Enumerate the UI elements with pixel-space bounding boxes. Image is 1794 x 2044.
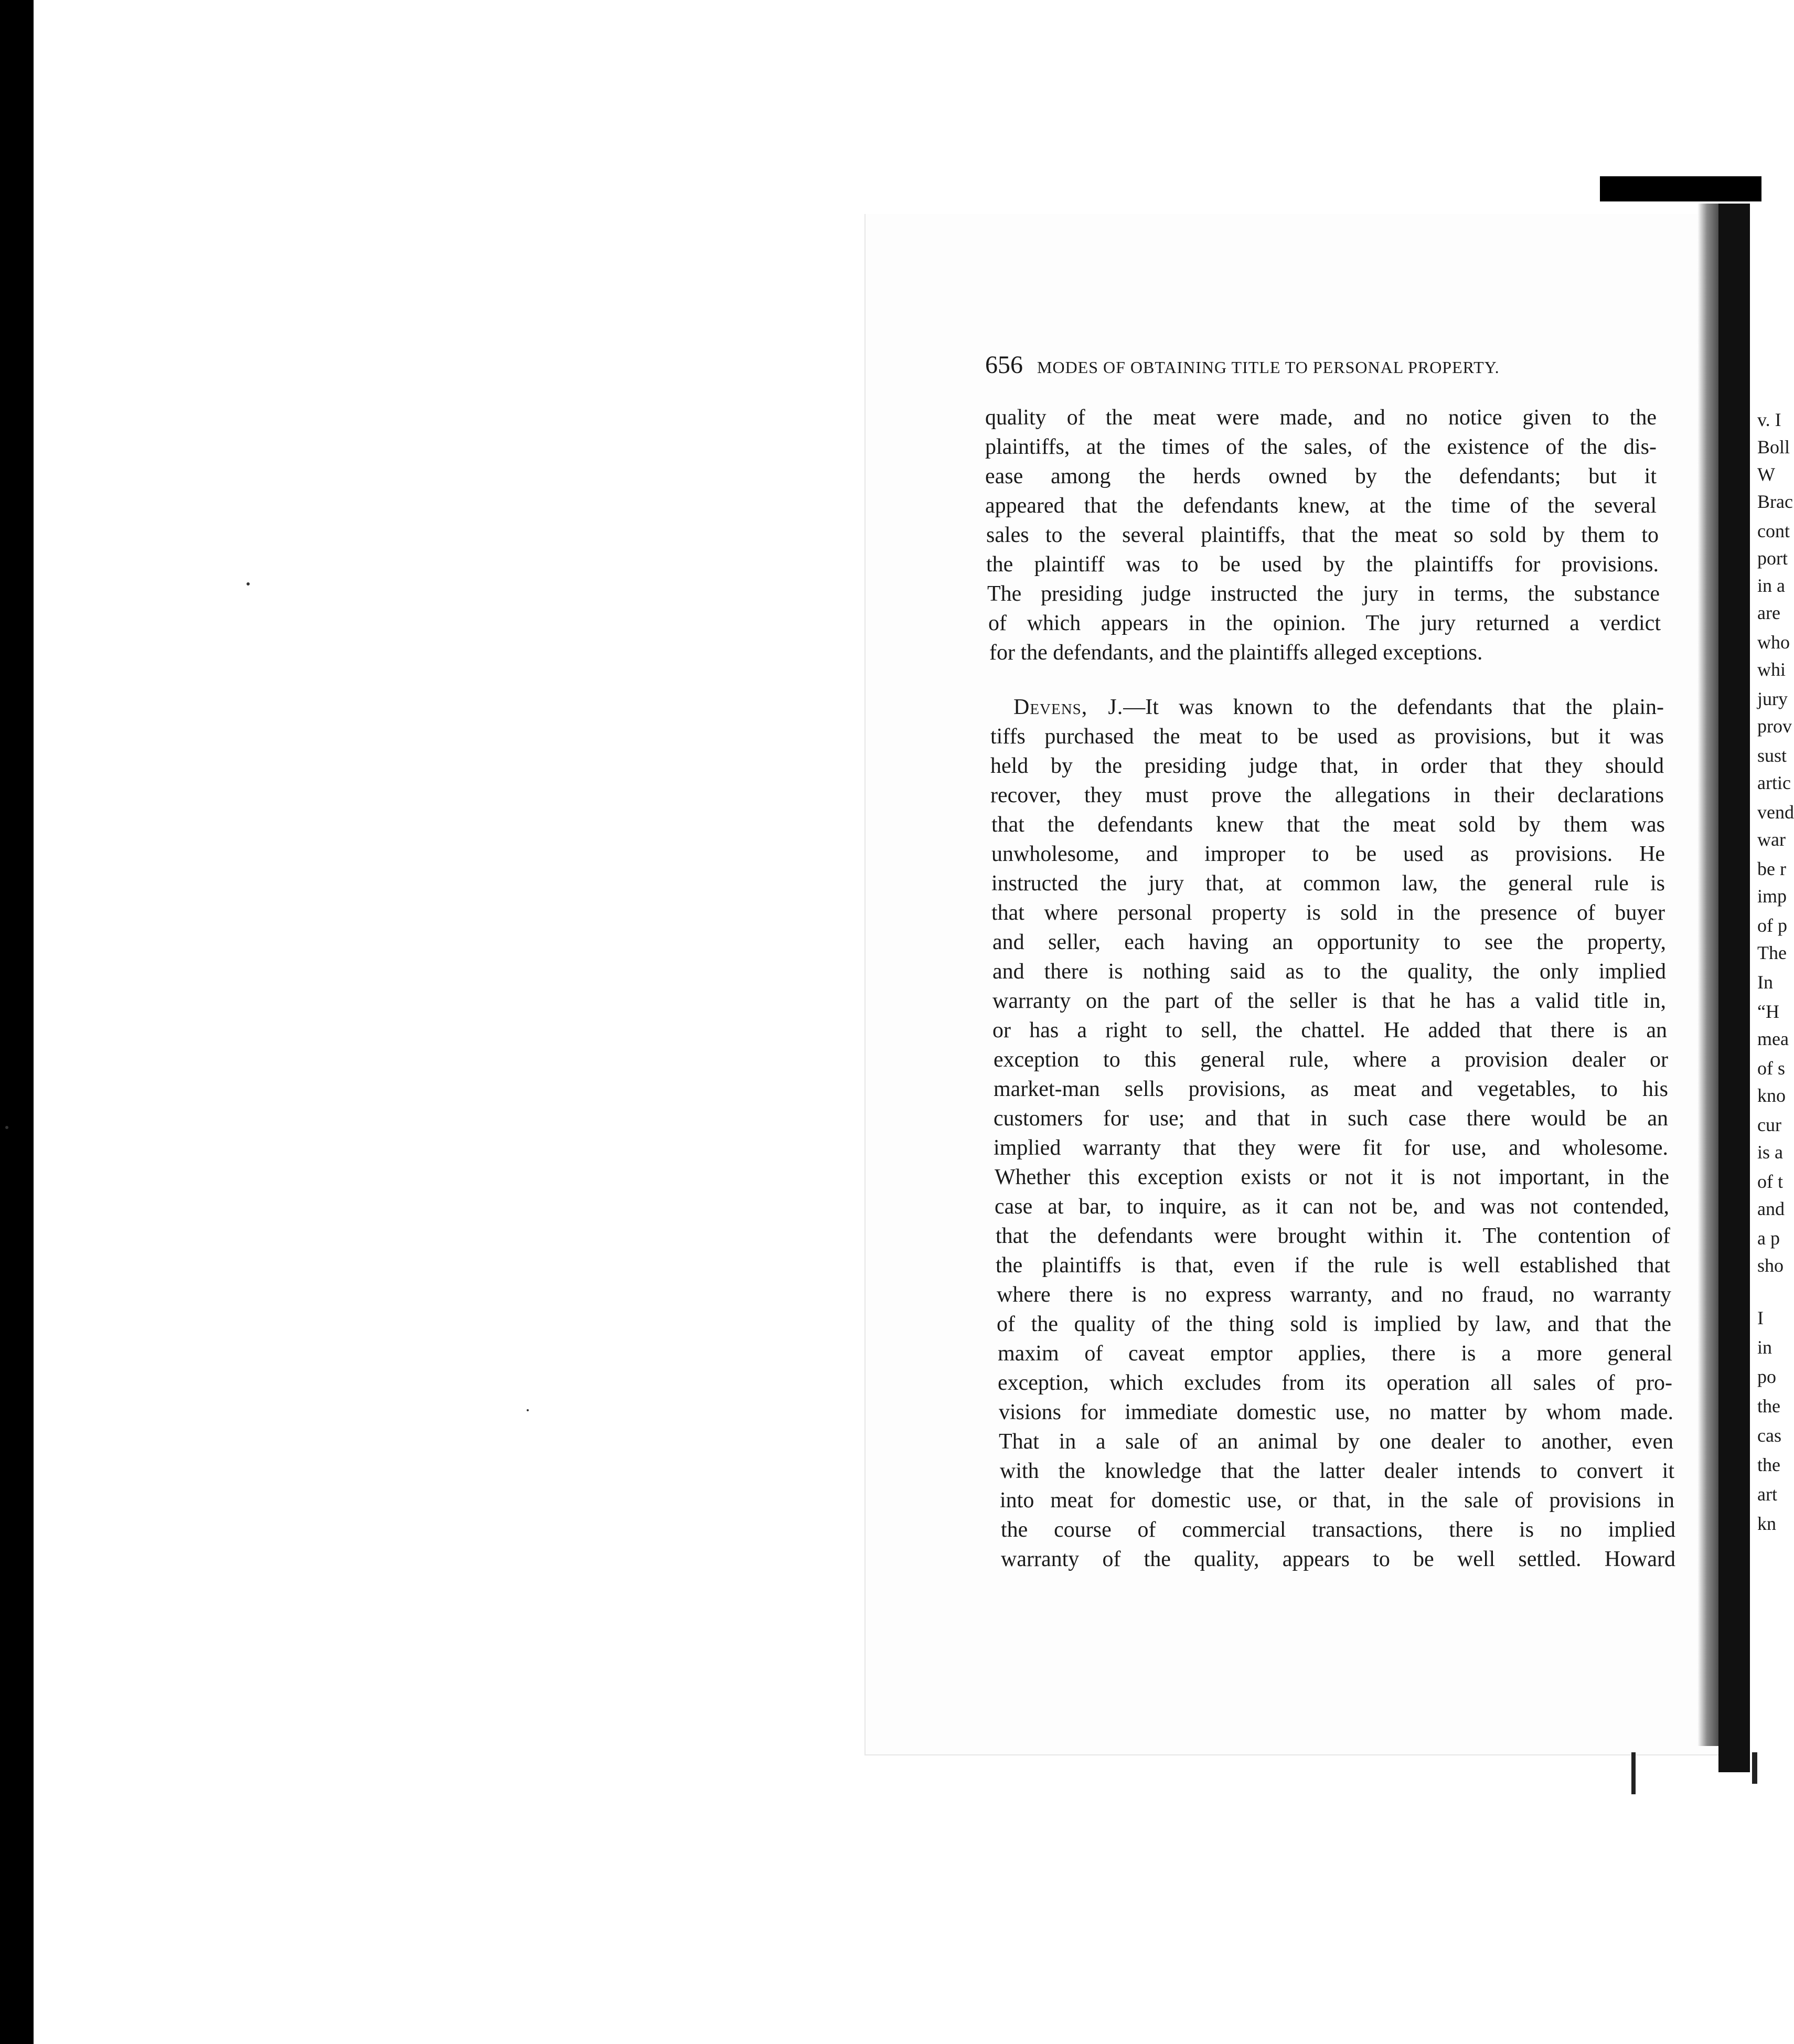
facing-line: cont <box>1757 520 1790 541</box>
spine-top-cap <box>1600 176 1761 201</box>
text-line: held by the presiding judge that, in order that they should <box>990 754 1664 778</box>
text-line: that the defendants knew that the meat sold by them was <box>991 813 1665 837</box>
facing-line: in a <box>1757 575 1785 596</box>
facing-line: whi <box>1757 659 1786 680</box>
facing-line: The <box>1757 942 1787 963</box>
text-line: and there is nothing said as to the quality, the only implied <box>992 960 1666 984</box>
text-line: maxim of caveat emptor applies, there is a more general <box>998 1342 1672 1366</box>
facing-line: who <box>1757 632 1790 653</box>
text-line: exception, which excludes from its operation all sales of pro- <box>998 1371 1672 1395</box>
facing-line: v. I <box>1757 409 1781 430</box>
text-line: quality of the meat were made, and no notice given to the <box>985 406 1657 430</box>
text-line: recover, they must prove the allegations in their declarations <box>990 783 1664 807</box>
facing-line: and <box>1757 1198 1785 1219</box>
facing-line: are <box>1757 602 1780 623</box>
facing-line: art <box>1757 1484 1777 1505</box>
text-line: with the knowledge that the latter dealer intends to convert it <box>1000 1459 1674 1483</box>
facing-line: Boll <box>1757 437 1790 457</box>
text-line: for the defendants, and the plaintiffs alleged exceptions. <box>989 641 1483 665</box>
text-line: implied warranty that they were fit for use, and wholesome. <box>994 1136 1668 1160</box>
book-spine-shadow <box>1697 204 1718 1746</box>
facing-line: in <box>1757 1337 1772 1358</box>
page-edge-mark <box>1752 1752 1757 1784</box>
text-line: tiffs purchased the meat to be used as provisions, but it was <box>990 725 1664 749</box>
page-number: 656 <box>985 351 1023 379</box>
text-line: case at bar, to inquire, as it can not be, and was not contended, <box>995 1195 1669 1219</box>
text-line: The presiding judge instructed the jury in terms, the substance <box>987 582 1660 606</box>
text-line: That in a sale of an animal by one dealer to another, even <box>999 1430 1673 1454</box>
facing-line: is a <box>1757 1142 1783 1163</box>
facing-line: “H <box>1757 1001 1779 1022</box>
judge-name: Devens, J. <box>1013 695 1124 719</box>
text-line: that where personal property is sold in the presence of buyer <box>991 901 1665 925</box>
text-line: or has a right to sell, the chattel. He added that there is an <box>992 1018 1667 1042</box>
facing-line: be r <box>1757 858 1786 879</box>
facing-line: W <box>1757 464 1775 485</box>
text-line: and seller, each having an opportunity to see the property, <box>992 930 1666 954</box>
running-head <box>985 350 1667 379</box>
facing-line: a p <box>1757 1228 1780 1249</box>
text-line-opening <box>1013 693 1664 722</box>
facing-line: cur <box>1757 1114 1781 1135</box>
facing-line: the <box>1757 1454 1780 1475</box>
scan-speck <box>5 1126 8 1129</box>
facing-line: of t <box>1757 1171 1783 1192</box>
text-line: exception to this general rule, where a provision dealer or <box>994 1048 1668 1072</box>
facing-line: sust <box>1757 745 1787 766</box>
facing-line: the <box>1757 1396 1780 1417</box>
facing-line: sho <box>1757 1255 1784 1276</box>
facing-line: po <box>1757 1366 1776 1387</box>
book-spine <box>1718 204 1750 1772</box>
text-line: sales to the several plaintiffs, that the meat so sold by them to <box>986 523 1659 547</box>
facing-line: prov <box>1757 716 1792 737</box>
page-edge-mark <box>1631 1752 1636 1794</box>
facing-line: Brac <box>1757 491 1793 512</box>
facing-line: vend <box>1757 802 1794 823</box>
scan-speck <box>527 1409 529 1411</box>
facing-line: kn <box>1757 1513 1776 1534</box>
text-line: ease among the herds owned by the defendants; but it <box>985 464 1657 488</box>
text-line: that the defendants were brought within it. The contention of <box>996 1224 1670 1248</box>
text-line: visions for immediate domestic use, no matter by whom made. <box>999 1400 1673 1424</box>
text-line: the plaintiffs is that, even if the rule is well established that <box>996 1253 1670 1278</box>
scan-left-border <box>0 0 34 2044</box>
text-line: the course of commercial transactions, there is no implied <box>1001 1518 1675 1542</box>
text-line: where there is no express warranty, and no fraud, no warranty <box>997 1283 1671 1307</box>
text-line: the plaintiff was to be used by the plaintiffs for provisions. <box>986 552 1659 577</box>
text-line: of the quality of the thing sold is implied by law, and that the <box>997 1312 1671 1336</box>
facing-line: artic <box>1757 772 1791 793</box>
facing-line: jury <box>1757 688 1788 709</box>
text-line: Whether this exception exists or not it is not important, in the <box>995 1165 1669 1189</box>
text-line: customers for use; and that in such case there would be an <box>994 1106 1668 1131</box>
facing-line: war <box>1757 829 1786 850</box>
facing-line: of p <box>1757 915 1787 936</box>
text-line: of which appears in the opinion. The jury returned a verdict <box>988 611 1661 635</box>
facing-line: I <box>1757 1307 1764 1328</box>
facing-line: of s <box>1757 1058 1785 1079</box>
running-head-title: MODES OF OBTAINING TITLE TO PERSONAL PROPERTY. <box>1037 358 1500 377</box>
text-line: instructed the jury that, at common law, the general rule is <box>991 871 1665 896</box>
text-line: appeared that the defendants knew, at the time of the several <box>985 494 1657 518</box>
text-line: market-man sells provisions, as meat and vegetables, to his <box>994 1077 1668 1101</box>
facing-line: In <box>1757 972 1773 993</box>
facing-line: imp <box>1757 886 1787 907</box>
text-line: plaintiffs, at the times of the sales, of the existence of the dis- <box>985 435 1657 459</box>
text-line: into meat for domestic use, or that, in the sale of provisions in <box>1000 1488 1674 1513</box>
text-line: warranty of the quality, appears to be well settled. Howard <box>1001 1547 1675 1571</box>
text-line: unwholesome, and improper to be used as provisions. He <box>991 842 1665 866</box>
opening-text: —It was known to the defendants that the plain- <box>1123 695 1664 719</box>
text-line: warranty on the part of the seller is that he has a valid title in, <box>992 989 1666 1013</box>
scan-speck <box>247 582 250 585</box>
facing-line: port <box>1757 548 1788 569</box>
facing-line: cas <box>1757 1425 1781 1446</box>
facing-line: mea <box>1757 1028 1789 1049</box>
facing-line: kno <box>1757 1085 1786 1106</box>
